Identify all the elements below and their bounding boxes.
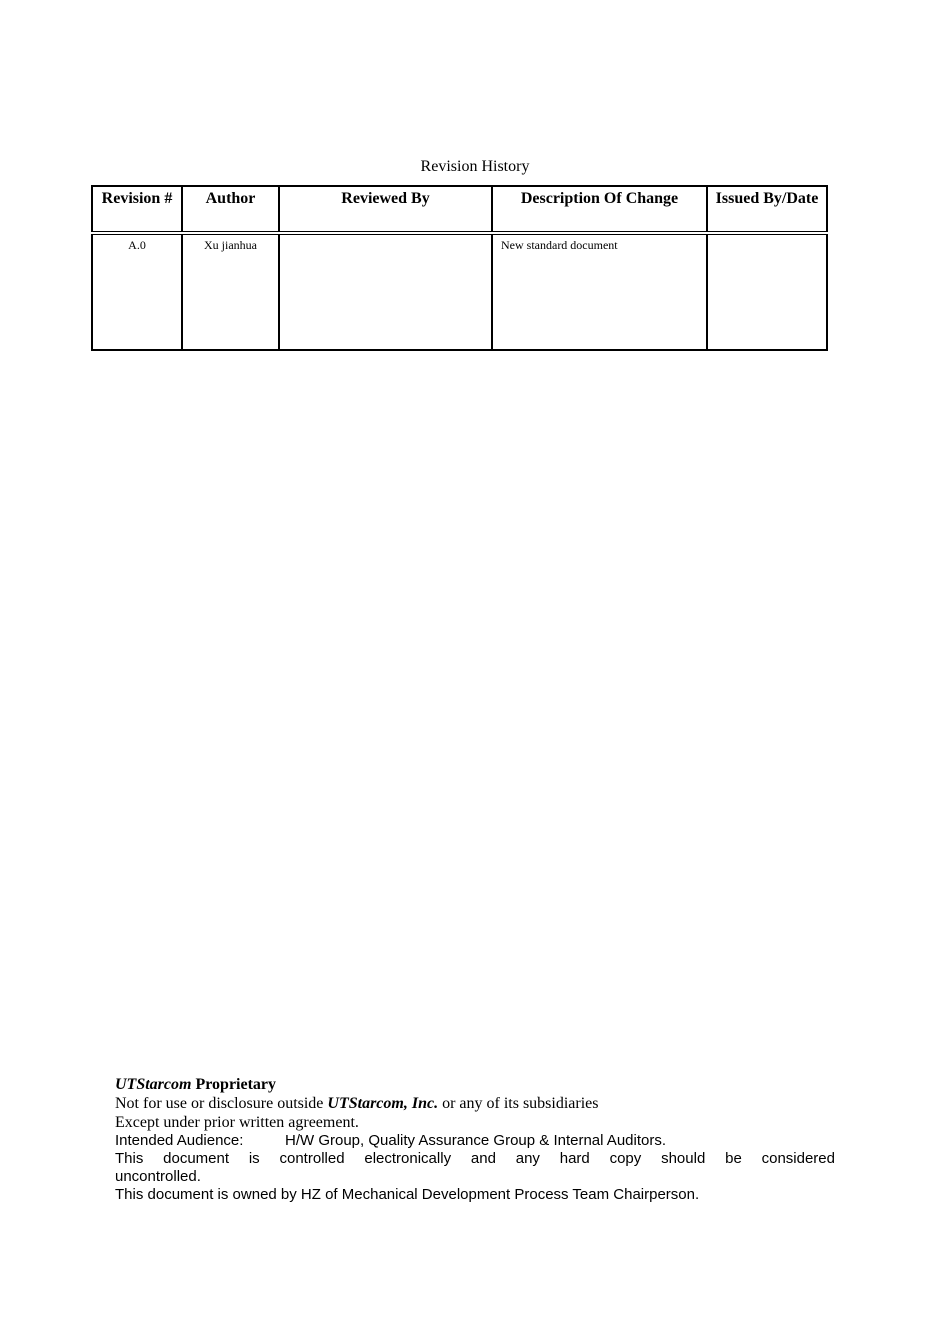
disclosure-line — [115, 1094, 835, 1113]
audience-line — [115, 1132, 835, 1150]
proprietary-footer — [115, 1075, 835, 1204]
table-row — [92, 233, 827, 350]
header-revision: Revision # — [92, 186, 182, 233]
ownership-line: This document is owned by HZ of Mechanical Development Process Team Chairperson. — [115, 1186, 700, 1203]
company-inc: UTStarcom, Inc. — [327, 1095, 439, 1112]
header-reviewed-by: Reviewed By — [279, 186, 492, 233]
header-description: Description Of Change — [492, 186, 707, 233]
cell-description: New standard document — [492, 233, 707, 350]
header-author: Author — [182, 186, 279, 233]
company-name-italic: UTStarcom — [115, 1076, 192, 1093]
revision-history-table — [91, 185, 828, 351]
cell-author: Xu jianhua — [182, 233, 279, 350]
proprietary-label: Proprietary — [191, 1076, 277, 1093]
table-header-row — [92, 186, 827, 233]
audience-label: Intended Audience: — [115, 1132, 244, 1149]
cell-issued — [707, 233, 827, 350]
agreement-line: Except under prior written agreement. — [115, 1114, 359, 1131]
proprietary-line — [115, 1075, 835, 1094]
cell-reviewed-by — [279, 233, 492, 350]
controlled-line-2: uncontrolled. — [115, 1168, 201, 1185]
cell-revision: A.0 — [92, 233, 182, 350]
page-title: Revision History — [420, 158, 530, 175]
disclosure-suffix: or any of its subsidiaries — [438, 1095, 599, 1112]
header-issued: Issued By/Date — [707, 186, 827, 233]
controlled-line-1: This document is controlled electronically and any hard copy should be considered — [115, 1150, 835, 1167]
disclosure-prefix: Not for use or disclosure outside — [115, 1095, 328, 1112]
audience-value: H/W Group, Quality Assurance Group & Internal Auditors. — [285, 1132, 667, 1149]
